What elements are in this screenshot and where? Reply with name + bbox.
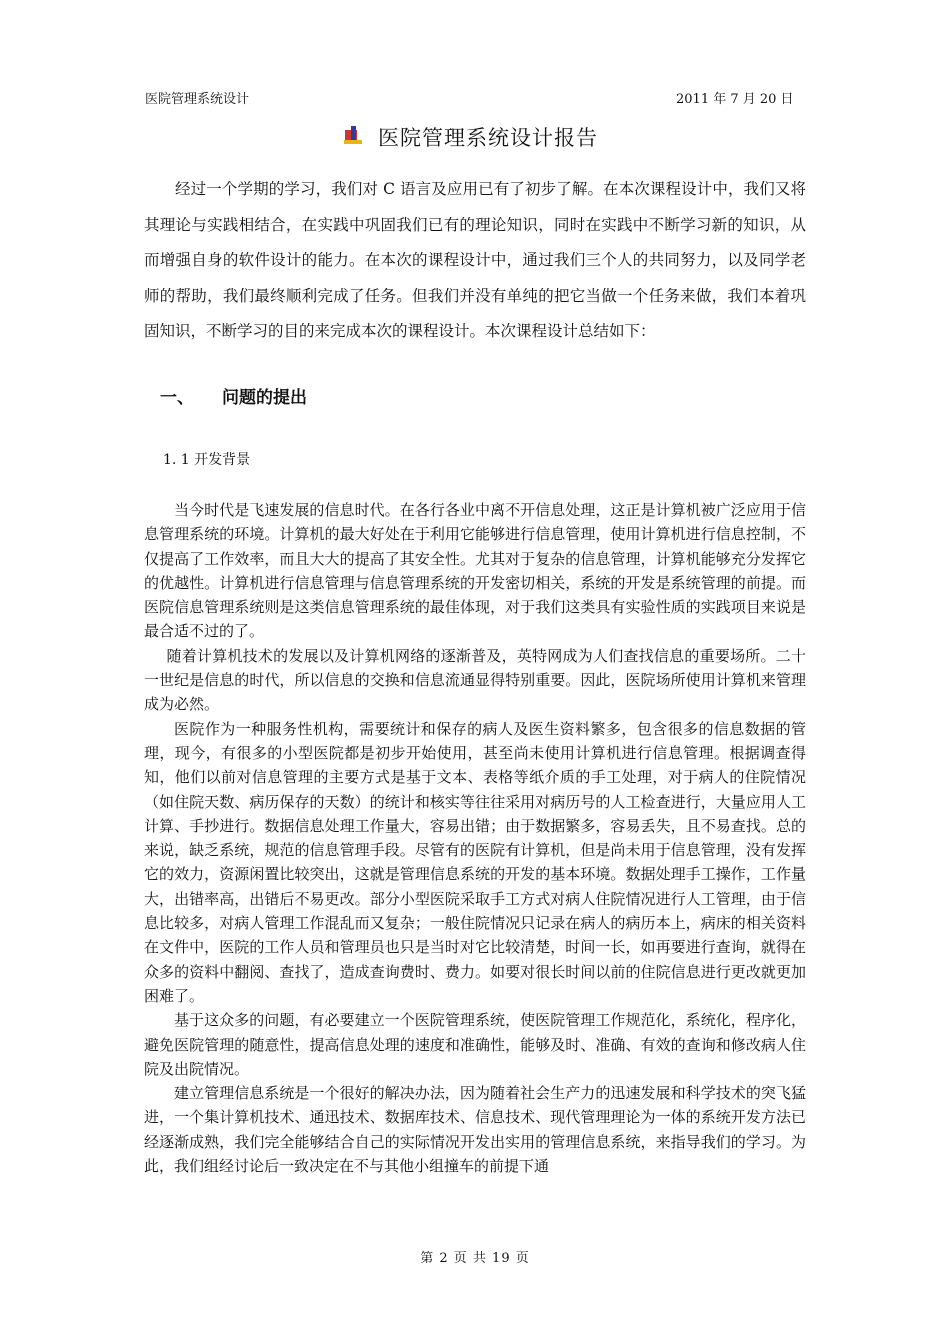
body-paragraph: 当今时代是飞速发展的信息时代。在各行各业中离不开信息处理，这正是计算机被广泛应用于信息管理系统的环境。计算机的最大好处在于利用它能够进行信息管理，使用计算机进行信息控制，不仅提高了工作效率，而且大大的提高了其安全性。尤其对于复杂的信息管理，计算机能够充分发挥它的优越性。计算机进行信息管理与信息管理系统的开发密切相关，系统的开发是系统管理的前提。而医院信息管理系统则是这类信息管理系统的最佳体现，对于我们这类具有实验性质的实践项目来说是最合适不过的了。 bbox=[144, 501, 806, 641]
header-title: 医院管理系统设计 bbox=[145, 92, 250, 107]
body-paragraph: 医院作为一种服务性机构，需要统计和保存的病人及医生资料繁多，包含很多的信息数据的管理，现今，有很多的小型医院都是初步开始使用，甚至尚未使用计算机进行信息管理。根据调查得知，他们以前对信息管理的主要方式是基于文本、表格等纸介质的手工处理，对于病人的住院情况（如住院天数、病历保存的天数）的统计和核实等往往采用对病历号的人工检查进行，大量应用人工计算、手抄进行。数据信息处理工作量大，容易出错；由于数据繁多，容易丢失，且不易查找。总的来说，缺乏系统，规范的信息管理手段。尽管有的医院有计算机，但是尚未用于信息管理，没有发挥它的效力，资源闲置比较突出，这就是管理信息系统的开发的基本环境。数据处理手工操作，工作量大，出错率高，出错后不易更改。部分小型医院采取手工方式对病人住院情况进行人工管理，由于信息比较多，对病人管理工作混乱而又复杂；一般住院情况只记录在病人的病历本上，病床的相关资料在文件中，医院的工作人员和管理员也只是当时对它比较清楚，时间一长，如再要进行查询，就得在众多的资料中翻阅、查找了，造成查询费时、费力。如要对很长时间以前的住院信息进行更改就更加困难了。 bbox=[144, 719, 806, 1005]
body-text bbox=[144, 498, 806, 1178]
body-paragraph: 随着计算机技术的发展以及计算机网络的逐渐普及，英特网成为人们查找信息的重要场所。二十一世纪是信息的时代，所以信息的交换和信息流通显得特别重要。因此，医院场所使用计算机来管理成为必然。 bbox=[144, 646, 806, 714]
intro-paragraph: 经过一个学期的学习，我们对 C 语言及应用已有了初步了解。在本次课程设计中，我们又将其理论与实践相结合，在实践中巩固我们已有的理论知识，同时在实践中不断学习新的知识，从而增强自身的软件设计的能力。在本次的课程设计中，通过我们三个人的共同努力，以及同学老师的帮助，我们最终顺利完成了任务。但我们并没有单纯的把它当做一个任务来做，我们本着巩固知识，不断学习的目的来完成本次的课程设计。本次课程设计总结如下： bbox=[144, 180, 806, 340]
report-icon bbox=[342, 126, 366, 148]
subsection-heading: 1. 1 开发背景 bbox=[163, 452, 251, 468]
section-title: 问题的提出 bbox=[222, 388, 307, 408]
document-title bbox=[342, 122, 598, 152]
body-paragraph: 建立管理信息系统是一个很好的解决办法，因为随着社会生产力的迅速发展和科学技术的突飞猛进，一个集计算机技术、通迅技术、数据库技术、信息技术、现代管理理论为一体的系统开发方法已经逐渐成熟，我们完全能够结合自己的实际情况开发出实用的管理信息系统，来指导我们的学习。为此，我们组经讨论后一致决定在不与其他小组撞车的前提下通 bbox=[144, 1084, 806, 1176]
page-footer: 第 2 页 共 19 页 bbox=[420, 1251, 530, 1266]
header-date: 2011 年 7 月 20 日 bbox=[676, 92, 794, 107]
body-paragraph: 基于这众多的问题，有必要建立一个医院管理系统，使医院管理工作规范化，系统化，程序化，避免医院管理的随意性，提高信息处理的速度和准确性，能够及时、准确、有效的查询和修改病人住院及出院情况。 bbox=[144, 1011, 806, 1078]
section-heading bbox=[160, 383, 307, 408]
title-text: 医院管理系统设计报告 bbox=[378, 126, 598, 150]
section-number: 一、 bbox=[160, 388, 194, 408]
